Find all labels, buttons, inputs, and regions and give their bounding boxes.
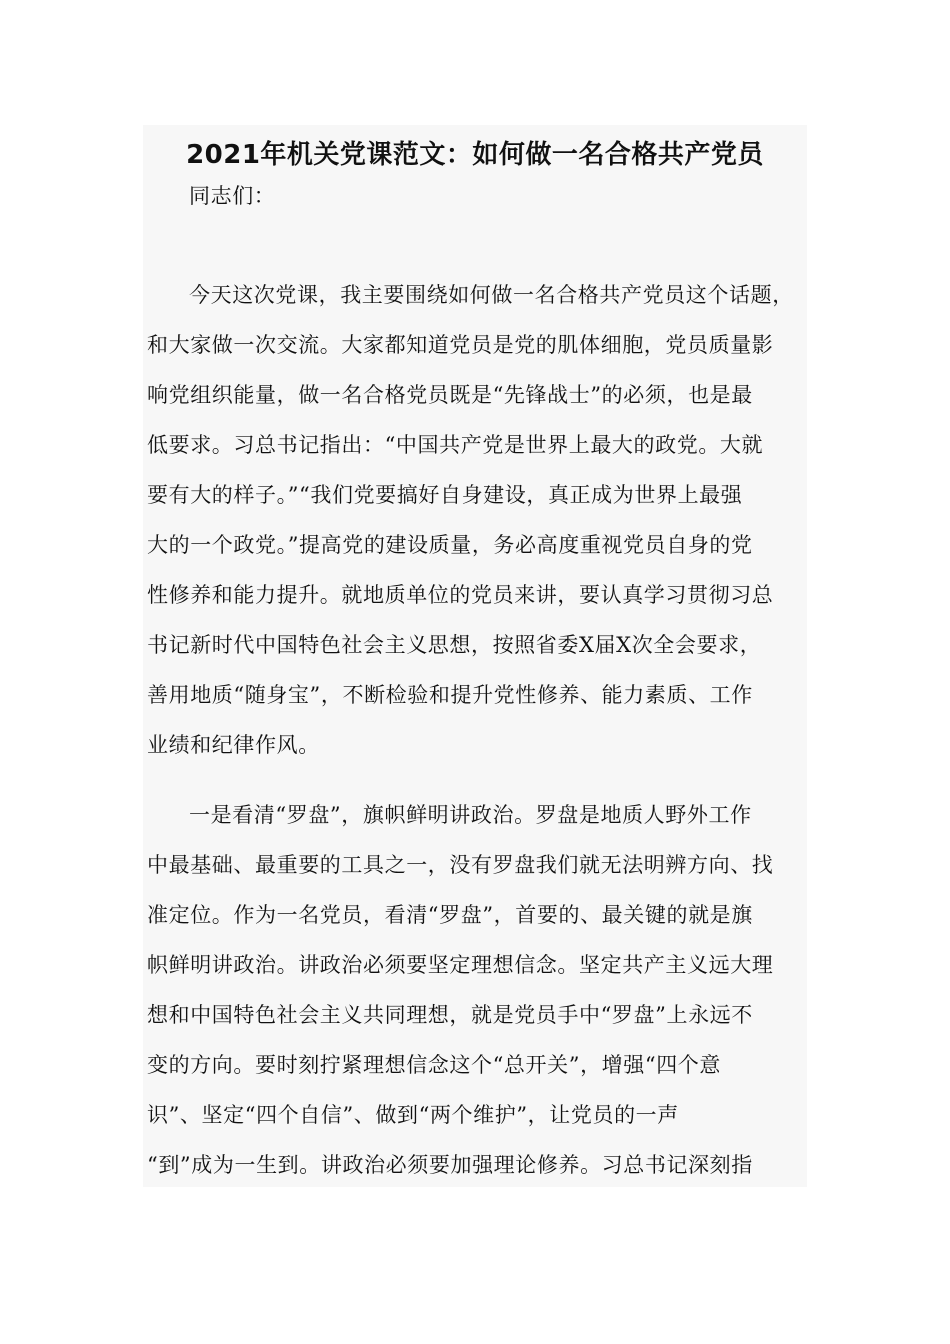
paragraph-line: 一是看清“罗盘”，旗帜鲜明讲政治。罗盘是地质人野外工作 bbox=[189, 803, 752, 827]
paragraph-line: 识”、坚定“四个自信”、做到“两个维护”，让党员的一声 bbox=[147, 1103, 679, 1127]
document-page bbox=[143, 125, 807, 1187]
paragraph-line: 善用地质“随身宝”，不断检验和提升党性修养、能力素质、工作 bbox=[147, 683, 753, 707]
paragraph-line: 准定位。作为一名党员，看清“罗盘”，首要的、最关键的就是旗 bbox=[147, 903, 753, 927]
paragraph-line: 想和中国特色社会主义共同理想，就是党员手中“罗盘”上永远不 bbox=[147, 1003, 753, 1027]
paragraph-line: “到”成为一生到。讲政治必须要加强理论修养。习总书记深刻指 bbox=[147, 1153, 753, 1177]
salutation: 同志们： bbox=[189, 184, 276, 208]
paragraph-line: 响党组织能量，做一名合格党员既是“先锋战士”的必须，也是最 bbox=[147, 383, 753, 407]
paragraph-line: 帜鲜明讲政治。讲政治必须要坚定理想信念。坚定共产主义远大理 bbox=[147, 953, 774, 977]
paragraph-line: 和大家做一次交流。大家都知道党员是党的肌体细胞，党员质量影 bbox=[147, 333, 774, 357]
document-title: 2021年机关党课范文：如何做一名合格共产党员 bbox=[186, 140, 764, 170]
paragraph-line: 变的方向。要时刻拧紧理想信念这个“总开关”，增强“四个意 bbox=[147, 1053, 722, 1077]
paragraph-line: 低要求。习总书记指出：“中国共产党是世界上最大的政党。大就 bbox=[147, 433, 764, 457]
paragraph-line: 要有大的样子。”“我们党要搞好自身建设，真正成为世界上最强 bbox=[147, 483, 743, 507]
paragraph-line: 书记新时代中国特色社会主义思想，按照省委X届X次全会要求， bbox=[147, 633, 762, 657]
paragraph-line: 业绩和纪律作风。 bbox=[147, 733, 320, 757]
paragraph-line: 大的一个政党。”提高党的建设质量，务必高度重视党员自身的党 bbox=[147, 533, 753, 557]
paragraph-line: 中最基础、最重要的工具之一，没有罗盘我们就无法明辨方向、找 bbox=[147, 853, 774, 877]
paragraph-line: 性修养和能力提升。就地质单位的党员来讲，要认真学习贯彻习总 bbox=[147, 583, 774, 607]
paragraph-line: 今天这次党课，我主要围绕如何做一名合格共产党员这个话题， bbox=[189, 283, 794, 307]
